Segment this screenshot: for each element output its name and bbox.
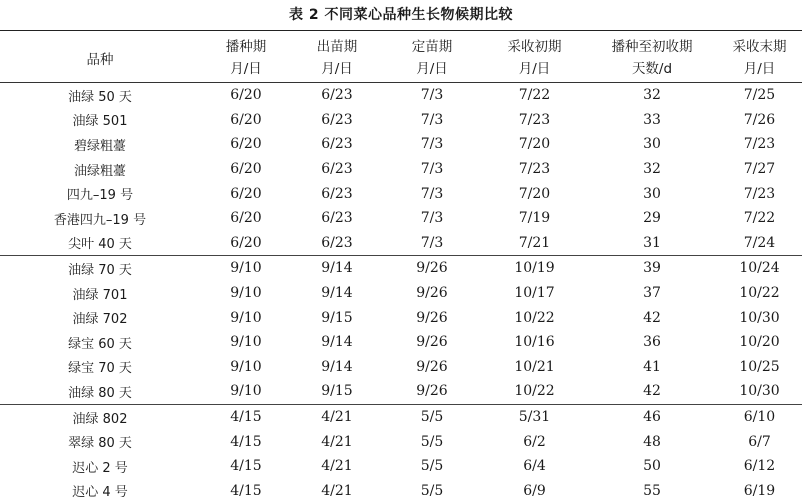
cell-harvest-start-date: 7/22 (482, 83, 587, 108)
header-harvest-start-unit: 月/日 (482, 56, 587, 83)
cell-days-to-harvest: 32 (587, 83, 717, 108)
cell-sowing-date: 9/10 (200, 379, 292, 404)
cell-harvest-end-date: 10/20 (717, 330, 802, 355)
cell-sowing-date: 9/10 (200, 281, 292, 306)
cell-variety: 香港四九–19 号 (0, 206, 200, 231)
cell-harvest-end-date: 10/25 (717, 355, 802, 380)
cell-variety: 油绿 50 天 (0, 83, 200, 108)
cell-harvest-start-date: 7/21 (482, 231, 587, 256)
table-row (0, 281, 802, 306)
cell-harvest-end-date: 7/24 (717, 231, 802, 256)
cell-sowing-date: 9/10 (200, 355, 292, 380)
cell-harvest-end-date: 7/23 (717, 181, 802, 206)
cell-sowing-date: 6/20 (200, 206, 292, 231)
cell-sowing-date: 6/20 (200, 157, 292, 182)
cell-variety: 迟心 4 号 (0, 479, 200, 503)
cell-harvest-end-date: 10/30 (717, 379, 802, 404)
cell-variety: 油绿 802 (0, 404, 200, 429)
header-variety: 品种 (0, 31, 200, 83)
cell-thinning-date: 9/26 (382, 281, 482, 306)
cell-days-to-harvest: 33 (587, 108, 717, 133)
phenology-table (0, 30, 802, 503)
cell-variety: 四九–19 号 (0, 181, 200, 206)
cell-harvest-end-date: 6/12 (717, 454, 802, 479)
cell-emergence-date: 9/15 (292, 305, 382, 330)
cell-emergence-date: 4/21 (292, 454, 382, 479)
header-days-to-harvest: 播种至初收期 (587, 31, 717, 57)
header-harvest-start: 采收初期 (482, 31, 587, 57)
cell-harvest-end-date: 10/22 (717, 281, 802, 306)
cell-thinning-date: 9/26 (382, 256, 482, 281)
cell-sowing-date: 6/20 (200, 83, 292, 108)
cell-emergence-date: 9/14 (292, 355, 382, 380)
cell-variety: 迟心 2 号 (0, 454, 200, 479)
cell-days-to-harvest: 30 (587, 132, 717, 157)
cell-harvest-start-date: 10/22 (482, 379, 587, 404)
cell-sowing-date: 9/10 (200, 305, 292, 330)
cell-variety: 尖叶 40 天 (0, 231, 200, 256)
table-header (0, 31, 802, 83)
header-emergence-unit: 月/日 (292, 56, 382, 83)
cell-variety: 油绿粗薹 (0, 157, 200, 182)
table-row (0, 181, 802, 206)
cell-harvest-end-date: 6/7 (717, 429, 802, 454)
cell-variety: 油绿 501 (0, 108, 200, 133)
cell-thinning-date: 9/26 (382, 305, 482, 330)
cell-thinning-date: 7/3 (382, 157, 482, 182)
table-row (0, 231, 802, 256)
cell-harvest-start-date: 10/21 (482, 355, 587, 380)
cell-thinning-date: 9/26 (382, 379, 482, 404)
cell-emergence-date: 6/23 (292, 231, 382, 256)
cell-days-to-harvest: 42 (587, 305, 717, 330)
cell-thinning-date: 5/5 (382, 429, 482, 454)
table-row (0, 108, 802, 133)
cell-emergence-date: 4/21 (292, 404, 382, 429)
cell-days-to-harvest: 29 (587, 206, 717, 231)
cell-days-to-harvest: 55 (587, 479, 717, 503)
cell-variety: 绿宝 70 天 (0, 355, 200, 380)
cell-thinning-date: 5/5 (382, 404, 482, 429)
cell-emergence-date: 6/23 (292, 181, 382, 206)
cell-sowing-date: 4/15 (200, 454, 292, 479)
cell-harvest-end-date: 10/30 (717, 305, 802, 330)
cell-days-to-harvest: 46 (587, 404, 717, 429)
cell-harvest-start-date: 10/19 (482, 256, 587, 281)
cell-variety: 绿宝 60 天 (0, 330, 200, 355)
cell-harvest-start-date: 6/4 (482, 454, 587, 479)
header-emergence: 出苗期 (292, 31, 382, 57)
cell-thinning-date: 7/3 (382, 132, 482, 157)
cell-sowing-date: 4/15 (200, 479, 292, 503)
cell-emergence-date: 6/23 (292, 83, 382, 108)
cell-harvest-end-date: 6/19 (717, 479, 802, 503)
cell-variety: 油绿 80 天 (0, 379, 200, 404)
cell-thinning-date: 9/26 (382, 330, 482, 355)
table-row (0, 355, 802, 380)
cell-thinning-date: 9/26 (382, 355, 482, 380)
cell-days-to-harvest: 32 (587, 157, 717, 182)
cell-days-to-harvest: 37 (587, 281, 717, 306)
cell-sowing-date: 4/15 (200, 404, 292, 429)
cell-harvest-start-date: 7/23 (482, 157, 587, 182)
cell-harvest-start-date: 7/20 (482, 132, 587, 157)
cell-harvest-start-date: 7/23 (482, 108, 587, 133)
cell-variety: 翠绿 80 天 (0, 429, 200, 454)
table-body (0, 83, 802, 503)
cell-sowing-date: 9/10 (200, 256, 292, 281)
cell-sowing-date: 9/10 (200, 330, 292, 355)
cell-emergence-date: 9/14 (292, 256, 382, 281)
cell-harvest-end-date: 7/26 (717, 108, 802, 133)
cell-harvest-start-date: 5/31 (482, 404, 587, 429)
table-row (0, 83, 802, 108)
cell-days-to-harvest: 41 (587, 355, 717, 380)
cell-sowing-date: 6/20 (200, 132, 292, 157)
cell-days-to-harvest: 31 (587, 231, 717, 256)
cell-sowing-date: 4/15 (200, 429, 292, 454)
header-sowing: 播种期 (200, 31, 292, 57)
cell-harvest-start-date: 7/20 (482, 181, 587, 206)
table-row (0, 404, 802, 429)
cell-thinning-date: 7/3 (382, 181, 482, 206)
cell-thinning-date: 7/3 (382, 108, 482, 133)
cell-emergence-date: 6/23 (292, 132, 382, 157)
cell-harvest-start-date: 10/22 (482, 305, 587, 330)
cell-days-to-harvest: 36 (587, 330, 717, 355)
cell-harvest-end-date: 7/27 (717, 157, 802, 182)
table-row (0, 132, 802, 157)
cell-emergence-date: 4/21 (292, 479, 382, 503)
cell-variety: 碧绿粗薹 (0, 132, 200, 157)
header-harvest-end-unit: 月/日 (717, 56, 802, 83)
header-harvest-end: 采收末期 (717, 31, 802, 57)
table-row (0, 206, 802, 231)
table-row (0, 157, 802, 182)
table-row (0, 454, 802, 479)
cell-harvest-start-date: 10/16 (482, 330, 587, 355)
cell-thinning-date: 5/5 (382, 454, 482, 479)
cell-sowing-date: 6/20 (200, 108, 292, 133)
cell-harvest-start-date: 6/2 (482, 429, 587, 454)
cell-harvest-start-date: 7/19 (482, 206, 587, 231)
cell-harvest-end-date: 7/22 (717, 206, 802, 231)
cell-emergence-date: 9/15 (292, 379, 382, 404)
cell-harvest-end-date: 10/24 (717, 256, 802, 281)
cell-days-to-harvest: 48 (587, 429, 717, 454)
table-row (0, 330, 802, 355)
cell-harvest-start-date: 10/17 (482, 281, 587, 306)
cell-thinning-date: 7/3 (382, 231, 482, 256)
cell-variety: 油绿 70 天 (0, 256, 200, 281)
cell-harvest-end-date: 7/25 (717, 83, 802, 108)
cell-harvest-end-date: 6/10 (717, 404, 802, 429)
cell-thinning-date: 7/3 (382, 83, 482, 108)
cell-days-to-harvest: 50 (587, 454, 717, 479)
header-sowing-unit: 月/日 (200, 56, 292, 83)
cell-emergence-date: 6/23 (292, 206, 382, 231)
cell-days-to-harvest: 42 (587, 379, 717, 404)
cell-variety: 油绿 701 (0, 281, 200, 306)
table-row (0, 429, 802, 454)
cell-harvest-end-date: 7/23 (717, 132, 802, 157)
header-thinning-unit: 月/日 (382, 56, 482, 83)
cell-emergence-date: 6/23 (292, 157, 382, 182)
cell-emergence-date: 4/21 (292, 429, 382, 454)
cell-emergence-date: 6/23 (292, 108, 382, 133)
cell-emergence-date: 9/14 (292, 281, 382, 306)
cell-days-to-harvest: 30 (587, 181, 717, 206)
header-thinning: 定苗期 (382, 31, 482, 57)
table-row (0, 256, 802, 281)
table-caption: 表 2 不同菜心品种生长物候期比较 (0, 0, 802, 30)
table-row (0, 379, 802, 404)
table-row (0, 305, 802, 330)
cell-variety: 油绿 702 (0, 305, 200, 330)
cell-harvest-start-date: 6/9 (482, 479, 587, 503)
table-row (0, 479, 802, 503)
cell-thinning-date: 5/5 (382, 479, 482, 503)
cell-emergence-date: 9/14 (292, 330, 382, 355)
cell-thinning-date: 7/3 (382, 206, 482, 231)
cell-days-to-harvest: 39 (587, 256, 717, 281)
header-days-unit: 天数/d (587, 56, 717, 83)
cell-sowing-date: 6/20 (200, 231, 292, 256)
cell-sowing-date: 6/20 (200, 181, 292, 206)
